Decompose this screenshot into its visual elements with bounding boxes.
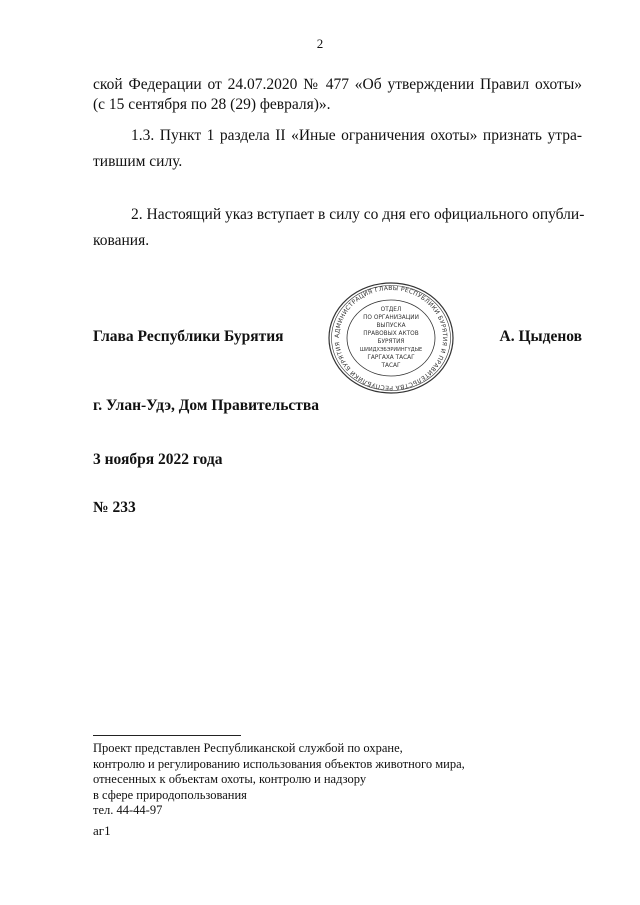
paragraph-line: 2. Настоящий указ вступает в силу со дня его официального опубли- <box>131 206 585 223</box>
footnote-divider <box>93 735 241 736</box>
seal-line: ШИИДХЭБЭРИИНГҮДЫЕ <box>359 347 423 353</box>
paragraph-line: ской Федерации от 24.07.2020 № 477 «Об утверждении Правил охоты» <box>93 76 582 93</box>
footnote-line: отнесенных к объектам охоты, контролю и надзору <box>93 772 367 786</box>
seal-line: ОТДЕЛ <box>380 307 402 313</box>
footnote-line: в сфере природопользования <box>93 787 247 802</box>
page-number: 2 <box>316 36 324 51</box>
paragraph-continuation <box>93 75 582 115</box>
seal-line: ПО ОРГАНИЗАЦИИ <box>363 315 419 321</box>
paragraph-line: 1.3. Пункт 1 раздела II «Иные ограничения охоты» признать утра- <box>131 127 582 144</box>
svg-text:АДМИНИСТРАЦИЯ ГЛАВЫ РЕСПУБЛИКИ <box>334 285 448 391</box>
paragraph-line: тившим силу. <box>93 153 183 170</box>
seal-line: БУРЯТИЯ <box>377 339 405 345</box>
footnote <box>93 741 465 819</box>
executor-code: аг1 <box>93 823 111 838</box>
seal-outer-text: АДМИНИСТРАЦИЯ ГЛАВЫ РЕСПУБЛИКИ БУРЯТИЯ И ПРАВИТЕЛЬСТВА РЕСПУБЛИКИ БУРЯТИЯ <box>333 284 449 392</box>
paragraph-item-1-3 <box>93 126 582 172</box>
official-seal-stamp <box>326 281 456 395</box>
paragraph-line: (с 15 сентября по 28 (29) февраля)». <box>93 96 331 113</box>
seal-line: ГАРГАХА ТАСАГ <box>367 355 415 361</box>
signing-date: 3 ноября 2022 года <box>93 451 223 468</box>
signing-place: г. Улан-Удэ, Дом Правительства <box>93 397 320 414</box>
seal-line: ВЫПУСКА <box>376 323 406 329</box>
paragraph-line: кования. <box>93 232 150 249</box>
seal-line: ПРАВОВЫХ АКТОВ <box>363 331 419 337</box>
paragraph-item-2 <box>93 205 585 251</box>
footnote-line: контролю и регулированию использования объектов животного мира, <box>93 756 465 771</box>
signer-name: А. Цыденов <box>499 328 582 345</box>
footnote-line: Проект представлен Республиканской службой по охране, <box>93 741 403 755</box>
seal-line: ТАСАГ <box>381 363 401 369</box>
footnote-line: тел. 44-44-97 <box>93 803 163 817</box>
signer-position: Глава Республики Бурятия <box>93 328 284 345</box>
document-number: № 233 <box>93 499 136 516</box>
